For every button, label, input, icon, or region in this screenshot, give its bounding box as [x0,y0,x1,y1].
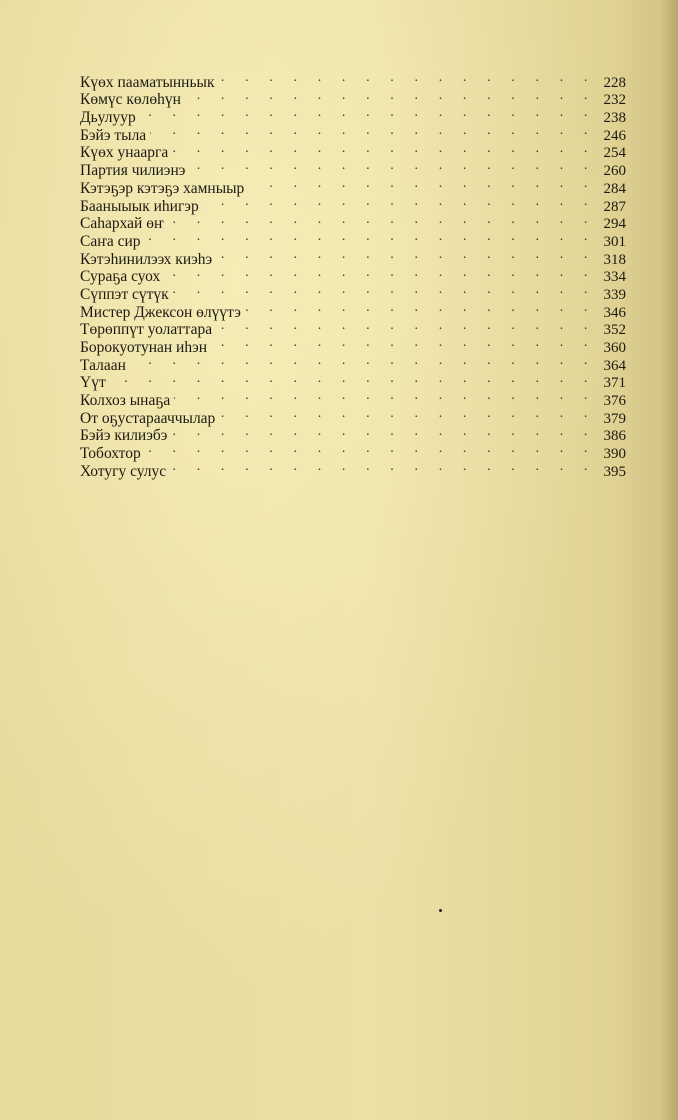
toc-entry-title: Бэйэ килиэбэ [80,427,168,445]
toc-entry-title: Дьулуур [80,109,136,127]
toc-entry-page-number: 395 [603,463,626,480]
toc-entry-title: Талаан [80,356,126,374]
toc-entry-page-number: 294 [603,216,626,233]
toc-entry-page-number: 364 [603,357,626,374]
toc-entry-title: Сураҕа суох [80,268,161,286]
toc-dot-leader [140,104,596,122]
toc-entry [80,440,626,463]
toc-dot-leader [168,211,596,229]
toc-entry-page-number: 334 [603,269,626,286]
toc-entry-page-number: 246 [603,127,626,144]
toc-entry [80,69,626,91]
toc-dot-leader [130,352,596,370]
toc-dot-leader [189,157,596,175]
toc-entry-title: Күөх унаарга [80,144,169,162]
toc-entry-title: Тобохтор [80,445,141,463]
toc-entry-page-number: 301 [603,233,626,250]
toc-dot-leader [172,140,596,158]
toc-dot-leader [164,264,596,282]
toc-entry-title: Кэтэһинилээх киэһэ [80,250,213,268]
toc-entry [80,370,626,392]
toc-dot-leader [245,299,596,317]
toc-entry-title: Төрөппүт уолаттара [80,321,213,339]
toc-entry [80,387,626,410]
toc-entry-page-number: 284 [603,180,626,197]
toc-entry-page-number: 371 [603,375,626,392]
toc-dot-leader [171,423,596,441]
toc-dot-leader [203,193,596,211]
toc-dot-leader [173,281,596,299]
toc-entry-page-number: 376 [603,393,626,410]
toc-dot-leader [145,440,596,458]
toc-entry [80,246,626,268]
toc-entry-page-number: 379 [603,410,626,427]
ink-speck [439,909,442,912]
toc-dot-leader [110,370,596,388]
toc-entry-title: От оҕустарааччылар [80,409,216,427]
toc-entry [80,140,626,162]
toc-entry-title: Күөх пааматынньык [80,73,215,91]
toc-dot-leader [174,387,596,405]
toc-entry-title: Сүппэт сүтүк [80,285,169,303]
toc-dot-leader [150,122,596,140]
toc-entry-page-number: 360 [603,340,626,356]
toc-entry-title: Колхоз ынаҕа [80,392,171,410]
toc-entry-title: Партия чилиэнэ [80,162,186,180]
toc-entry-title: Борокуотунан иһэн [80,339,208,356]
toc-dot-leader [248,175,596,193]
toc-entry-page-number: 390 [603,446,626,463]
toc-entry-title: Саҥа сир [80,232,141,250]
toc-dot-leader [145,228,596,246]
toc-entry-title: Мистер Джексон өлүүтэ [80,303,241,321]
toc-entry-page-number: 346 [603,304,626,321]
toc-entry [80,352,626,374]
table-of-contents [80,69,626,480]
toc-entry-page-number: 352 [603,322,626,339]
toc-dot-leader [216,246,596,264]
toc-entry-title: Бэйэ тыла [80,126,147,144]
toc-entry-title: Кэтэҕэр кэтэҕэ хамныыр [80,179,245,197]
toc-dot-leader [211,334,596,352]
toc-entry-title: Бааныыык иһигэр [80,197,199,215]
toc-dot-leader [219,405,596,423]
toc-entry-page-number: 318 [603,251,626,268]
toc-entry-page-number: 228 [603,74,626,91]
toc-entry-page-number: 339 [603,286,626,303]
page-edge-shadow [660,0,678,1120]
toc-entry-title: Саһархай өҥ [80,215,164,233]
toc-entry [80,458,626,480]
toc-entry [80,228,626,250]
toc-entry-page-number: 254 [603,145,626,162]
toc-entry-page-number: 232 [603,92,626,109]
toc-dot-leader [185,87,596,105]
toc-dot-leader [219,69,597,87]
toc-entry-page-number: 260 [603,163,626,180]
toc-dot-leader [216,317,596,335]
toc-entry-title: Үүт [80,374,106,392]
toc-entry-page-number: 386 [603,428,626,445]
toc-entry-page-number: 238 [603,110,626,127]
toc-dot-leader [170,458,596,476]
toc-entry-title: Хотугу сулус [80,462,167,480]
toc-entry-page-number: 287 [603,198,626,215]
toc-entry-title: Көмүс көлөһүн [80,91,181,109]
toc-entry [80,104,626,127]
toc-entry [80,122,626,144]
